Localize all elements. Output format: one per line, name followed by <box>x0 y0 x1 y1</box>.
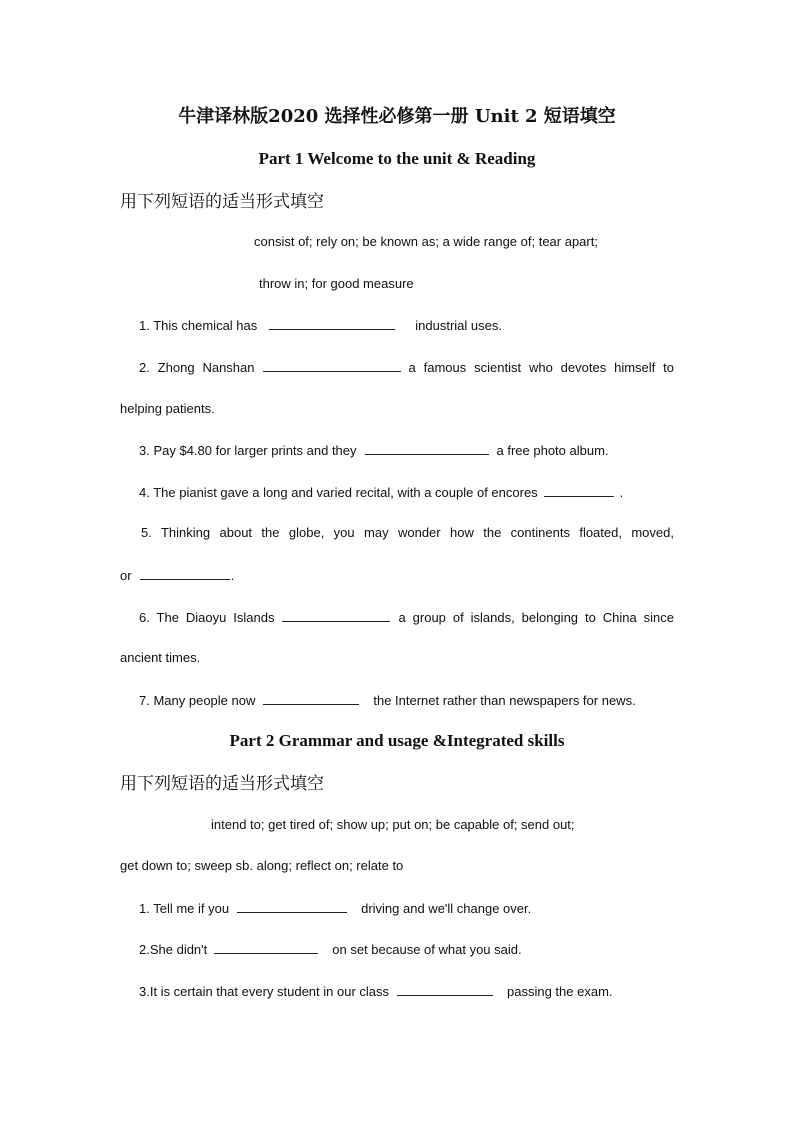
part1-question-3 <box>139 442 609 458</box>
part1-question-2 <box>139 359 674 375</box>
part1-question-6-continued: ancient times. <box>120 650 201 665</box>
question-text: industrial uses. <box>415 318 502 333</box>
part1-question-1 <box>139 317 502 333</box>
part2-heading: Part 2 Grammar and usage &Integrated skills <box>229 731 565 750</box>
question-text: driving and we'll change over. <box>361 901 532 916</box>
page-title: 牛津译林版2020 选择性必修第一册 Unit 2 短语填空 <box>178 106 616 127</box>
part1-heading: Part 1 Welcome to the unit & Reading <box>258 149 536 168</box>
answer-blank[interactable] <box>263 359 401 372</box>
answer-blank[interactable] <box>397 983 493 996</box>
part2-instruction: 用下列短语的适当形式填空 <box>120 774 324 794</box>
question-text: or <box>120 568 132 583</box>
part1-question-5-continued <box>120 567 234 583</box>
part1-question-6 <box>139 609 674 625</box>
question-text: 2.She didn't <box>139 942 208 957</box>
question-text: a famous scientist who devotes himself to <box>408 360 674 375</box>
question-text: 7. Many people now <box>139 693 256 708</box>
question-text: 1. Tell me if you <box>139 901 230 916</box>
part2-phrase-bank-line1: intend to; get tired of; show up; put on; be capable of; send out; <box>211 817 575 832</box>
question-text: 1. This chemical has <box>139 318 258 333</box>
question-text: the Internet rather than newspapers for news. <box>373 693 636 708</box>
question-text: a free photo album. <box>496 443 609 458</box>
question-text: on set because of what you said. <box>332 942 522 957</box>
part1-instruction: 用下列短语的适当形式填空 <box>120 192 324 212</box>
part2-question-3 <box>139 983 613 999</box>
question-text: passing the exam. <box>507 984 613 999</box>
answer-blank[interactable] <box>269 317 395 330</box>
answer-blank[interactable] <box>263 692 359 705</box>
part1-question-4 <box>139 484 623 500</box>
answer-blank[interactable] <box>237 900 347 913</box>
answer-blank[interactable] <box>544 484 614 497</box>
part1-question-2-continued: helping patients. <box>120 401 215 416</box>
part1-phrase-bank-line1: consist of; rely on; be known as; a wide range of; tear apart; <box>254 234 598 249</box>
answer-blank[interactable] <box>282 609 390 622</box>
question-text: 3.It is certain that every student in our class <box>139 984 390 999</box>
question-text: 3. Pay $4.80 for larger prints and they <box>139 443 357 458</box>
part1-question-7 <box>139 692 636 708</box>
part1-question-5: 5. Thinking about the globe, you may wonder how the continents floated, moved, <box>141 525 674 540</box>
part2-question-2 <box>139 941 522 957</box>
answer-blank[interactable] <box>365 442 489 455</box>
question-text: 4. The pianist gave a long and varied recital, with a couple of encores <box>139 485 538 500</box>
question-text: . <box>230 568 235 583</box>
question-text: 6. The Diaoyu Islands <box>139 610 275 625</box>
answer-blank[interactable] <box>140 567 230 580</box>
question-text: a group of islands, belonging to China since <box>398 610 674 625</box>
part2-phrase-bank-line2: get down to; sweep sb. along; reflect on; relate to <box>120 858 404 873</box>
part2-question-1 <box>139 900 531 916</box>
question-text: . <box>619 485 624 500</box>
part1-phrase-bank-line2: throw in; for good measure <box>259 276 414 291</box>
answer-blank[interactable] <box>214 941 318 954</box>
question-text: 2. Zhong Nanshan <box>139 360 255 375</box>
